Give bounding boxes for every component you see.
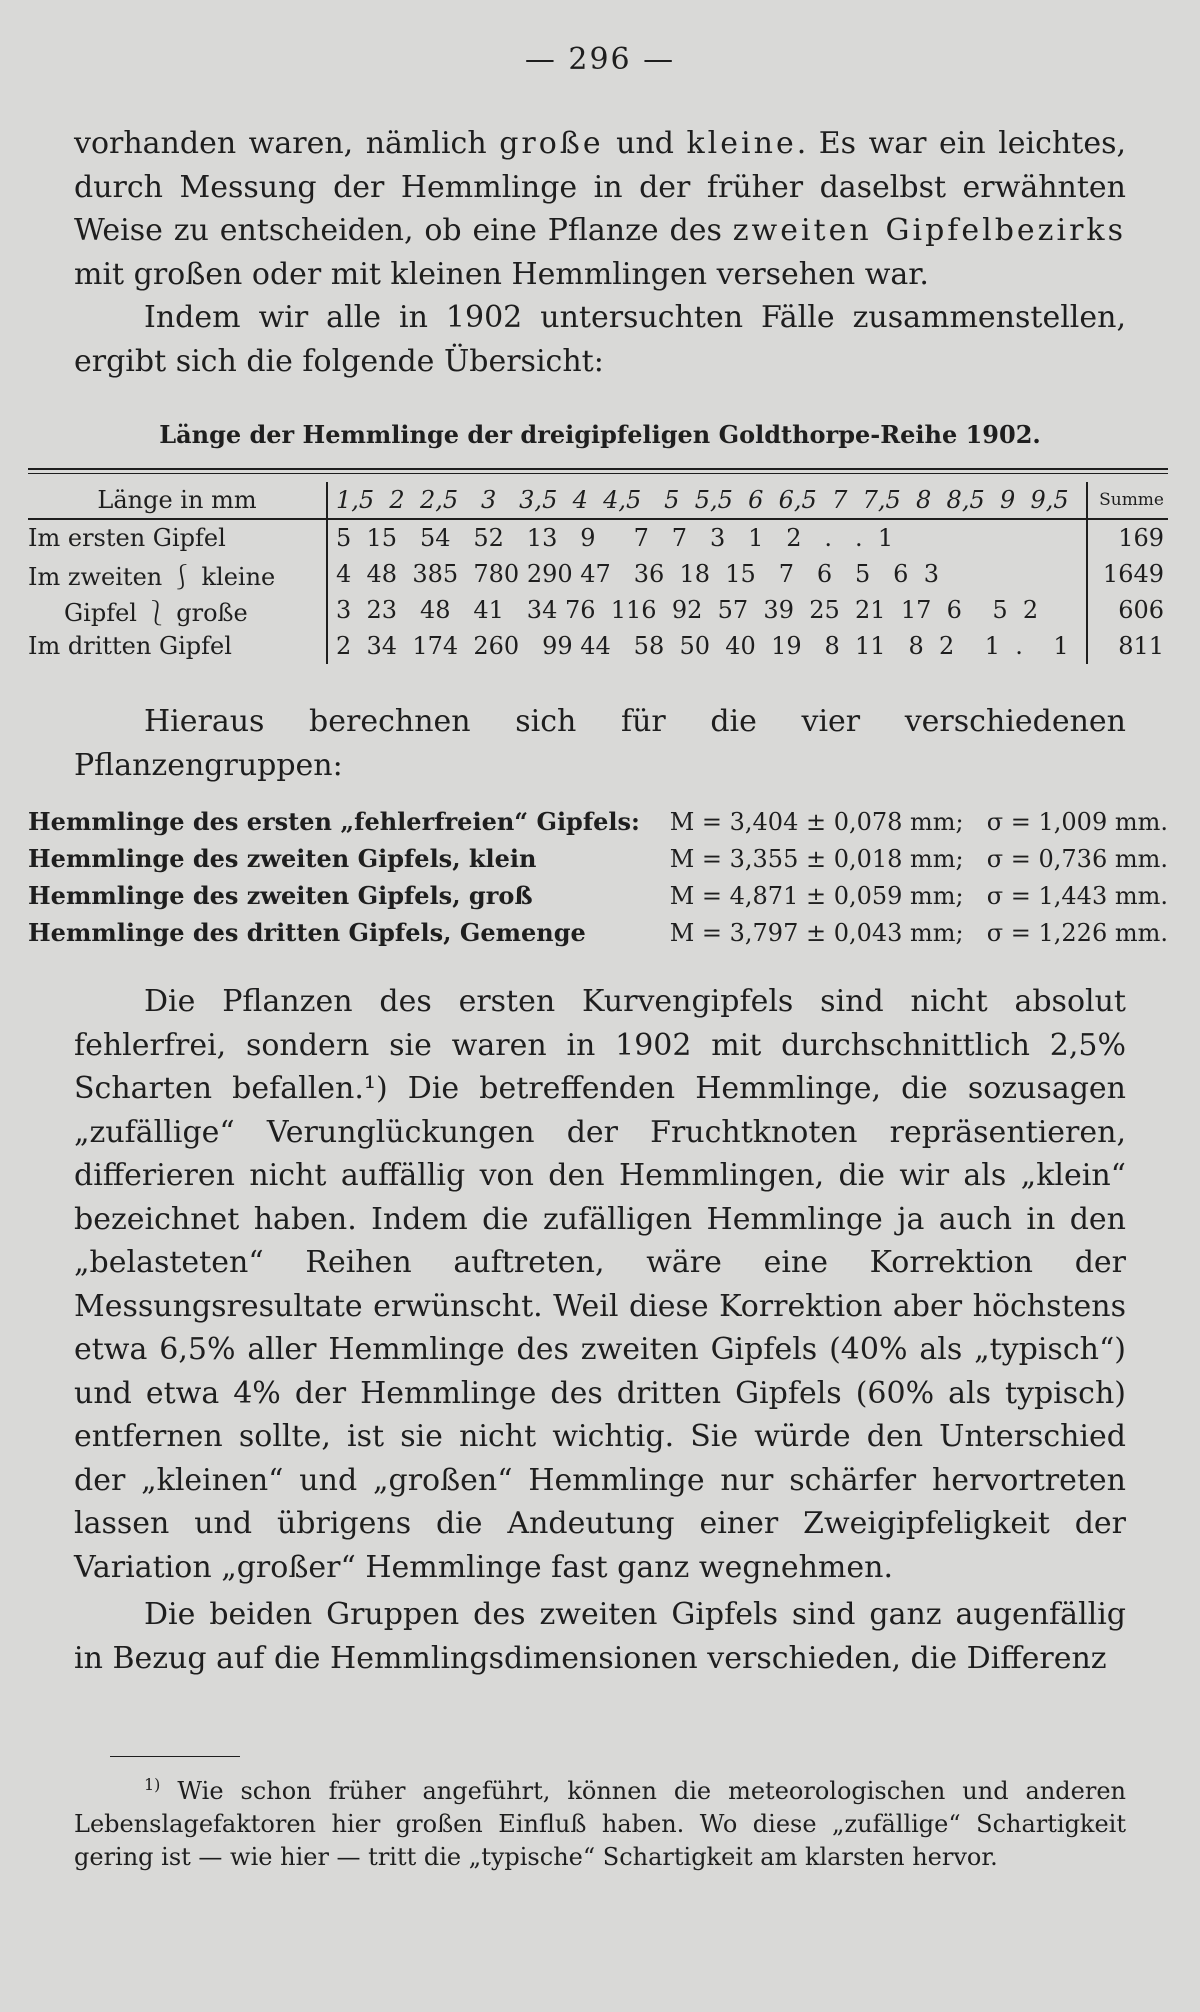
paragraph-1 (74, 122, 1126, 296)
footnote-marker: 1) (144, 1775, 161, 1794)
means-table (28, 803, 1168, 951)
text-run: . Es war ein leichtes, durch Messung der Hemmlinge in der früher daselbst erwähnten Weise zu entscheiden, ob eine Pflanze des (74, 126, 1126, 248)
footnote-text: Wie schon früher angeführt, können die meteorologischen und anderen Lebenslagefaktoren hier großen Einfluß haben. Wo diese „zufällige“ Schartigkeit gering ist — wie hier — tritt die „typische“ Schartigkeit am klarsten hervor. (74, 1777, 1126, 1871)
text-run: und (603, 126, 687, 161)
table-caption: Länge der Hemmlinge der dreigipfeligen Goldthorpe-Reihe 1902. (159, 420, 1041, 449)
mean-value: M = 4,871 ± 0,059 mm; (669, 881, 964, 910)
mean-value: M = 3,797 ± 0,043 mm; (669, 918, 964, 947)
header-label: Länge in mm (97, 486, 257, 514)
header-values: 1,5 2 2,5 3 3,5 4 4,5 5 5,5 6 6,5 7 7,5 8 8,5 9 9,5 (327, 482, 1087, 519)
sigma-value: σ = 1,226 mm. (986, 918, 1168, 947)
table-top-rule-thin (28, 473, 1168, 474)
paragraph-3: Hieraus berechnen sich für die vier verschiedenen Pflanzengruppen: (74, 704, 1126, 783)
row-label: Gipfel ⎱ große (64, 598, 248, 627)
table-row (28, 628, 1168, 664)
header-sum: Summe (1087, 482, 1168, 519)
discussion-text (74, 980, 1126, 1680)
spaced-word: große (499, 126, 604, 161)
text-run: vorhanden waren, nämlich (74, 126, 500, 161)
table-row (28, 592, 1168, 628)
row-sum: 606 (1087, 592, 1168, 628)
page-number: — 296 — (524, 42, 676, 77)
row-values: 3 23 48 41 34 76 116 92 57 39 25 21 17 6 5 2 (327, 592, 1087, 628)
results-intro (74, 700, 1126, 787)
group-name: Hemmlinge des zweiten Gipfels, klein (28, 844, 537, 873)
row-values: 2 34 174 260 99 44 58 50 40 19 8 11 8 2 1 . 1 (327, 628, 1087, 664)
means-row (28, 803, 1168, 840)
footnote-rule (110, 1756, 240, 1757)
row-sum: 1649 (1087, 556, 1168, 592)
table-row (28, 556, 1168, 592)
paragraph-5: Die beiden Gruppen des zweiten Gipfels sind ganz augenfällig in Bezug auf die Hemmlingsdimensionen verschieden, die Differenz (74, 1597, 1126, 1676)
means-row (28, 877, 1168, 914)
footnote (74, 1768, 1126, 1874)
means-row (28, 914, 1168, 951)
sigma-value: σ = 1,009 mm. (986, 807, 1168, 836)
table-row (28, 519, 1168, 556)
sigma-value: σ = 1,443 mm. (986, 881, 1168, 910)
text-run: mit großen oder mit kleinen Hemmlingen versehen war. (74, 256, 929, 292)
row-values: 4 48 385 780 290 47 36 18 15 7 6 5 6 3 (327, 556, 1087, 592)
sigma-value: σ = 0,736 mm. (986, 844, 1168, 873)
group-name: Hemmlinge des zweiten Gipfels, groß (28, 881, 533, 910)
row-values: 5 15 54 52 13 9 7 7 3 1 2 . . 1 (327, 519, 1087, 556)
mean-value: M = 3,404 ± 0,078 mm; (669, 807, 964, 836)
mean-value: M = 3,355 ± 0,018 mm; (669, 844, 964, 873)
row-label: Im dritten Gipfel (28, 632, 232, 660)
table-header-row (28, 482, 1168, 519)
means-row (28, 840, 1168, 877)
row-label: Im ersten Gipfel (28, 519, 327, 556)
group-name: Hemmlinge des ersten „fehlerfreien“ Gipfels: (28, 807, 640, 836)
row-label: Im zweiten ⎰ kleine (28, 562, 276, 591)
paragraph-2: Indem wir alle in 1902 untersuchten Fälle zusammenstellen, ergibt sich die folgende Übersicht: (74, 300, 1126, 379)
spaced-word: zweiten Gipfelbezirks (732, 213, 1126, 248)
distribution-table (28, 482, 1168, 664)
row-sum: 811 (1087, 628, 1168, 664)
row-sum: 169 (1087, 519, 1168, 556)
table-top-rule (28, 468, 1168, 470)
group-name: Hemmlinge des dritten Gipfels, Gemenge (28, 918, 586, 947)
spaced-word: kleine (686, 126, 797, 161)
paragraph-4: Die Pflanzen des ersten Kurvengipfels sind nicht absolut fehlerfrei, sondern sie waren in 1902 mit durchschnittlich 2,5% Scharten befallen.¹) Die betreffenden Hemmlinge, die sozusagen „zufällige“ Verunglückungen der Fruchtknoten repräsentieren, differieren nicht auffällig von den Hemmlingen, die wir als „klein“ bezeichnet haben. Indem die zufälligen Hemmlinge ja auch in den „belasteten“ Reihen auftreten, wäre eine Korrektion der Messungsresultate erwünscht. Weil diese Korrektion aber höchstens etwa 6,5% aller Hemmlinge des zweiten Gipfels (40% als „typisch“) und etwa 4% der Hemmlinge des dritten Gipfels (60% als typisch) entfernen sollte, ist sie nicht wichtig. Sie würde den Unterschied der „kleinen“ und „großen“ Hemmlinge nur schärfer hervortreten lassen und übrigens die Andeutung einer Zweigipfeligkeit der Variation „großer“ Hemmlinge fast ganz wegnehmen. (74, 984, 1126, 1585)
intro-text (74, 122, 1126, 383)
